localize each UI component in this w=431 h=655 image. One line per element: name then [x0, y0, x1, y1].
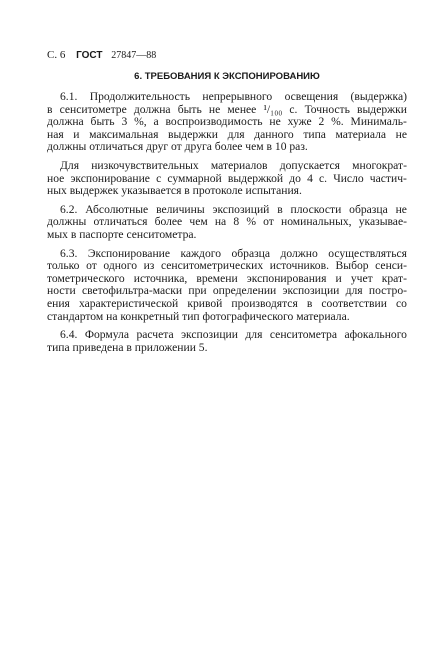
standard-number: 27847—88: [111, 50, 157, 61]
text-line: мых в паспорте сенситометра.: [47, 227, 197, 241]
text-line: должны отличаться более чем на 8 % от номинальных, указывае-: [47, 215, 407, 229]
page-header: [47, 48, 156, 63]
section-body: [47, 91, 407, 360]
paragraph-6-4: [47, 329, 407, 354]
text-line: 6.4. Формула расчета экспозиции для сенситометра афокального: [60, 328, 407, 342]
text-line: ности светофильтра-маски при определении экспозиции для постро-: [47, 284, 407, 298]
text-line: должна быть 3 %, а воспроизводимость не хуже 2 %. Минималь-: [47, 115, 407, 129]
text-line: ных выдержек указывается в протоколе испытания.: [47, 184, 302, 198]
text-line: должны отличаться друг от друга более чем в 10 раз.: [47, 140, 308, 154]
section-title: 6. ТРЕБОВАНИЯ К ЭКСПОНИРОВАНИЮ: [134, 71, 320, 82]
text-line: тометрического источника, времени экспонирования и учет крат-: [47, 271, 407, 285]
text-line: стандартом на конкретный тип фотографического материала.: [47, 309, 350, 323]
text-line: только от одного из сенситометрических источников. Выбор сенси-: [47, 259, 407, 273]
text-line: 6.3. Экспонирование каждого образца должно осуществляться: [60, 246, 407, 260]
text-line: ная и максимальная выдержки для данного типа материала не: [47, 127, 407, 141]
text-line: типа приведена в приложении 5.: [47, 340, 208, 354]
text-line: Для низкочувствительных материалов допускается многократ-: [60, 158, 407, 172]
paragraph-6-1: [47, 91, 407, 154]
text-line: 6.1. Продолжительность непрерывного освещения (выдержка): [60, 90, 407, 103]
text-line: 6.2. Абсолютные величины экспозиций в плоскости образца не: [60, 202, 407, 216]
text-line: ное экспонирование с суммарной выдержкой до 4 с. Число частич-: [47, 171, 407, 185]
text-line: ения характеристической кривой производятся в соответствии со: [47, 296, 407, 310]
paragraph-6-3: [47, 248, 407, 324]
paragraph-6-1-note: [47, 160, 407, 198]
page-number: С. 6: [47, 49, 66, 61]
text-line: в сенситометре должна быть не менее ¹/₁₀₀ с. Точность выдержки: [47, 102, 407, 116]
paragraph-6-2: [47, 204, 407, 242]
standard-name: ГОСТ: [76, 50, 103, 61]
